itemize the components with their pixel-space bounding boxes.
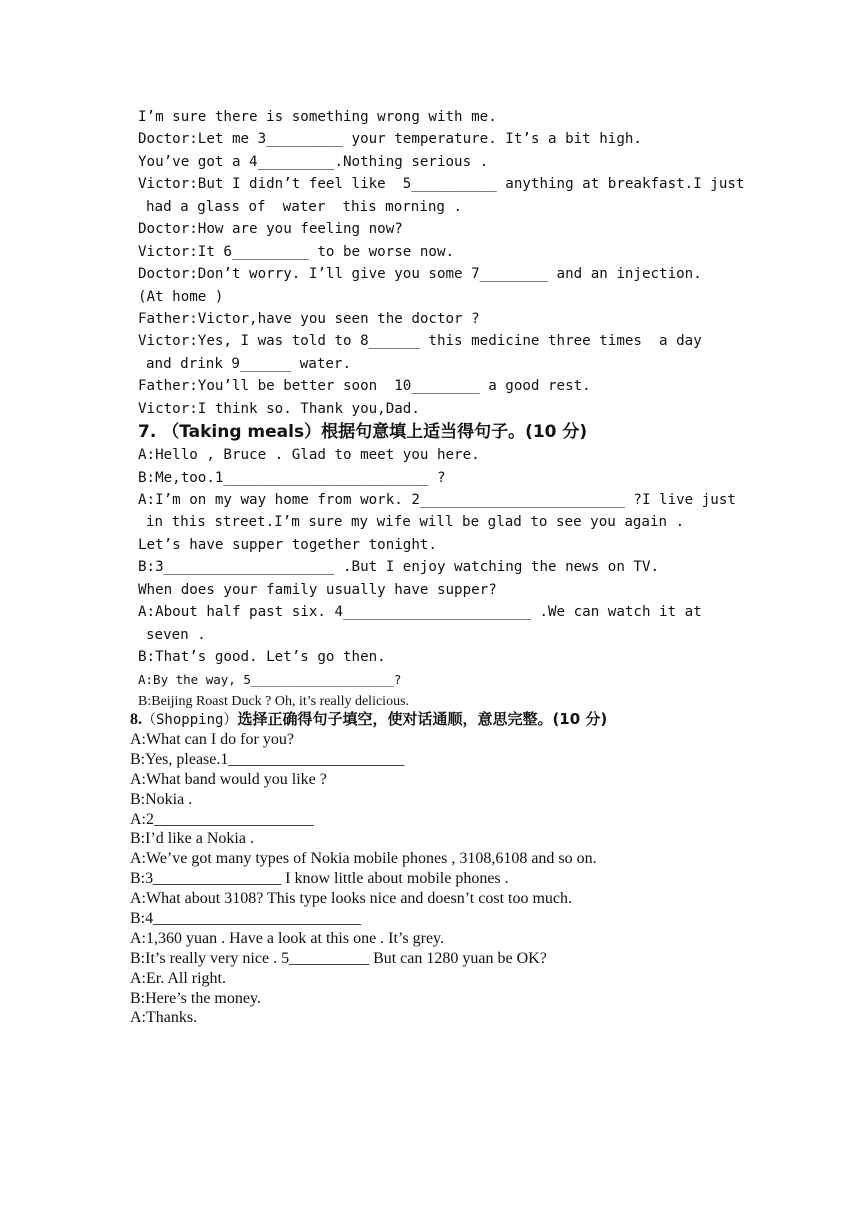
dialogue-line: B:That’s good. Let’s go then. bbox=[138, 649, 386, 666]
dialogue-line: B:3________________ I know little about mobile phones . bbox=[130, 870, 509, 888]
dialogue-line: Doctor:How are you feeling now? bbox=[138, 221, 403, 238]
dialogue-line: Father:You’ll be better soon 10________ a good rest. bbox=[138, 378, 591, 395]
dialogue-line: Doctor:Let me 3_________ your temperature. It’s a bit high. bbox=[138, 131, 642, 148]
section-7-heading: 7. （Taking meals）根据句意填上适当得句子。(10 分) bbox=[138, 422, 588, 443]
dialogue-line: A:Er. All right. bbox=[130, 969, 226, 987]
dialogue-line: A:2____________________ bbox=[130, 810, 314, 828]
section-8-number: 8. bbox=[130, 711, 142, 728]
dialogue-line: B:I’d like a Nokia . bbox=[130, 830, 254, 848]
dialogue-line: (At home ) bbox=[138, 288, 224, 305]
dialogue-line: A:What about 3108? This type looks nice and doesn’t cost too much. bbox=[130, 890, 572, 908]
dialogue-line: in this street.I’m sure my wife will be glad to see you again . bbox=[146, 514, 685, 531]
dialogue-line: I’m sure there is something wrong with me. bbox=[138, 109, 497, 125]
dialogue-line: B:It’s really very nice . 5__________ But can 1280 yuan be OK? bbox=[130, 949, 547, 967]
dialogue-line: A:We’ve got many types of Nokia mobile phones , 3108,6108 and so on. bbox=[130, 850, 597, 868]
dialogue-line: Father:Victor,have you seen the doctor ? bbox=[138, 310, 480, 327]
dialogue-line: Let’s have supper together tonight. bbox=[138, 536, 437, 553]
section-8-heading bbox=[130, 708, 750, 730]
dialogue-line: B:Yes, please.1______________________ bbox=[130, 750, 405, 768]
dialogue-line: and drink 9______ water. bbox=[146, 355, 351, 372]
dialogue-line: A:What band would you like ? bbox=[130, 770, 327, 788]
dialogue-line: B:Beijing Roast Duck ? Oh, it’s really delicious. bbox=[138, 693, 410, 709]
dialogue-line: A:Thanks. bbox=[130, 1009, 198, 1027]
dialogue-line: When does your family usually have supper? bbox=[138, 581, 497, 598]
dialogue-line: B:Here’s the money. bbox=[130, 989, 261, 1007]
dialogue-line: A:By the way, 5___________________? bbox=[138, 671, 402, 687]
dialogue-line: seven . bbox=[146, 626, 206, 643]
dialogue-line: A:Hello , Bruce . Glad to meet you here. bbox=[138, 447, 480, 464]
dialogue-line: B:3____________________ .But I enjoy watching the news on TV. bbox=[138, 559, 660, 576]
dialogue-line: B:Nokia . bbox=[130, 790, 193, 808]
section-8-instruction: 选择正确得句子填空，使对话通顺，意思完整。(10 分) bbox=[237, 710, 608, 728]
dialogue-line: Victor:Yes, I was told to 8______ this medicine three times a day bbox=[138, 333, 702, 350]
dialogue-line: A:1,360 yuan . Have a look at this one . It’s grey. bbox=[130, 929, 445, 947]
dialogue-section-8 bbox=[130, 708, 750, 1028]
dialogue-line: Doctor:Don’t worry. I’ll give you some 7________ and an injection. bbox=[138, 266, 702, 283]
section-8-topic: （Shopping） bbox=[142, 712, 238, 728]
dialogue-section-6-7 bbox=[138, 106, 745, 713]
dialogue-line: Victor:It 6_________ to be worse now. bbox=[138, 243, 455, 260]
dialogue-line: A:About half past six. 4______________________ .We can watch it at bbox=[138, 604, 702, 621]
dialogue-line: Victor:But I didn’t feel like 5__________ anything at breakfast.I just bbox=[138, 176, 745, 193]
dialogue-line: Victor:I think so. Thank you,Dad. bbox=[138, 400, 420, 417]
dialogue-line: B:4__________________________ bbox=[130, 910, 362, 928]
dialogue-line: You’ve got a 4_________.Nothing serious . bbox=[138, 153, 489, 170]
dialogue-line: A:What can I do for you? bbox=[130, 731, 294, 748]
dialogue-line: had a glass of water this morning . bbox=[146, 198, 463, 215]
dialogue-line: B:Me,too.1________________________ ? bbox=[138, 469, 446, 486]
dialogue-line: A:I’m on my way home from work. 2________________________ ?I live just bbox=[138, 492, 736, 508]
